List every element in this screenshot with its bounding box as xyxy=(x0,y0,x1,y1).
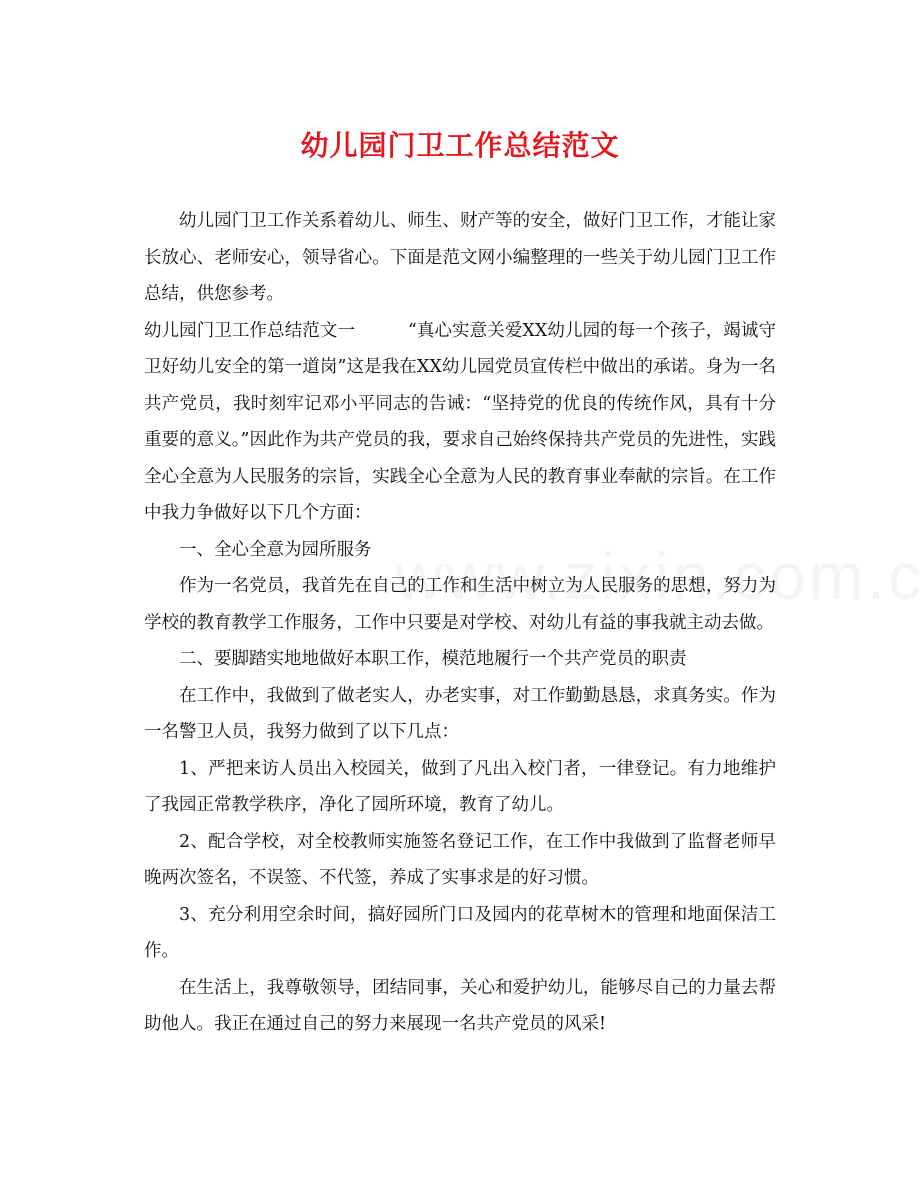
paragraph-closing: 在生活上，我尊敬领导，团结同事，关心和爱护幼儿，能够尽自己的力量去帮助他人。我正在通过自己的努力来展现一名共产党员的风采! xyxy=(144,977,776,1034)
heading-item-one: 一、全心全意为园所服务 xyxy=(179,539,372,560)
list-item: 3、充分利用空余时间，搞好园所门口及园内的花草树木的管理和地面保洁工作。 xyxy=(144,904,776,961)
paragraph-intro: 幼儿园门卫工作关系着幼儿、师生、财产等的安全，做好门卫工作，才能让家长放心、老师安心，领导省心。下面是范文网小编整理的一些关于幼儿园门卫工作总结，供您参考。 xyxy=(144,211,776,304)
document-title: 幼儿园门卫工作总结范文 xyxy=(300,129,620,162)
paragraph: 作为一名党员，我首先在自己的工作和生活中树立为人民服务的思想，努力为学校的教育教学工作服务，工作中只要是对学校、对幼儿有益的事我就主动去做。 xyxy=(144,576,776,633)
list-item: 1、严把来访人员出入校园关，做到了凡出入校门者，一律登记。有力地维护了我园正常教学秩序，净化了园所环境，教育了幼儿。 xyxy=(144,758,776,815)
document-body xyxy=(144,203,776,1043)
list-item: 2、配合学校，对全校教师实施签名登记工作，在工作中我做到了监督老师早晚两次签名，不误签、不代签，养成了实事求是的好习惯。 xyxy=(144,831,776,888)
heading-item-two: 二、要脚踏实地地做好本职工作，模范地履行一个共产党员的职责 xyxy=(179,649,687,669)
paragraph: 在工作中，我做到了做老实人，办老实事，对工作勤勤恳恳，求真务实。作为一名警卫人员，我努力做到了以下几点： xyxy=(144,685,776,742)
paragraph-section-one: 幼儿园门卫工作总结范文一 “真心实意关爱XX幼儿园的每一个孩子，竭诚守卫好幼儿安全的第一道岗”这是我在XX幼儿园党员宣传栏中做出的承诺。身为一名共产党员，我时刻牢记邓小平同志的告诫：“坚持党的优良的传统作风，具有十分重要的意义。”因此作为共产党员的我，要求自己始终保持共产党员的先进性，实践全心全意为人民服务的宗旨，实践全心全意为人民的教育事业奉献的宗旨。在工作中我力争做好以下几个方面： xyxy=(144,320,776,523)
